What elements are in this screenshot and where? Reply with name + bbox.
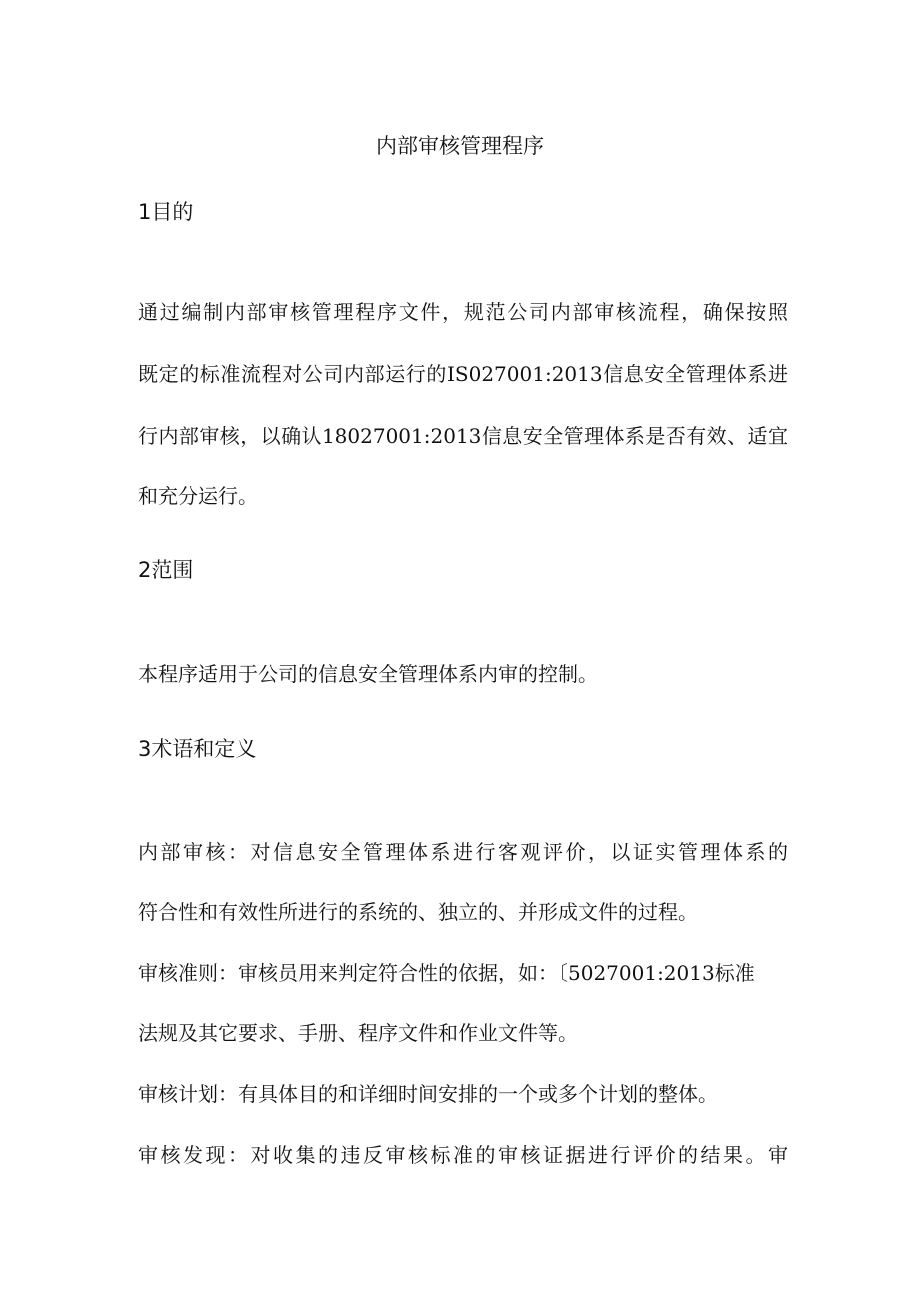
document-title: 内部审核管理程序 bbox=[376, 134, 544, 158]
paragraph-line: 行内部审核，以确认18027001:2013信息安全管理体系是否有效、适宜 bbox=[138, 424, 788, 448]
paragraph-line: 法规及其它要求、手册、程序文件和作业文件等。 bbox=[138, 1021, 578, 1045]
section-heading-purpose: 1目的 bbox=[138, 200, 194, 224]
paragraph-line: 和充分运行。 bbox=[138, 484, 258, 508]
section-heading-scope: 2范围 bbox=[138, 558, 194, 582]
paragraph-line: 既定的标准流程对公司内部运行的IS027001:2013信息安全管理体系进 bbox=[138, 362, 788, 386]
section-heading-terms: 3术语和定义 bbox=[138, 737, 257, 761]
paragraph-line: 符合性和有效性所进行的系统的、独立的、并形成文件的过程。 bbox=[138, 900, 698, 924]
paragraph-line: 审核计划：有具体目的和详细时间安排的一个或多个计划的整体。 bbox=[138, 1082, 718, 1106]
paragraph-line: 通过编制内部审核管理程序文件，规范公司内部审核流程，确保按照 bbox=[138, 300, 788, 324]
paragraph-line: 内部审核：对信息安全管理体系进行客观评价，以证实管理体系的 bbox=[138, 840, 788, 864]
paragraph-line: 审核准则：审核员用来判定符合性的依据，如：〔5027001:2013标准 bbox=[138, 961, 755, 985]
paragraph-line: 审核发现：对收集的违反审核标准的审核证据进行评价的结果。审 bbox=[138, 1143, 788, 1167]
paragraph-line: 本程序适用于公司的信息安全管理体系内审的控制。 bbox=[138, 662, 598, 686]
